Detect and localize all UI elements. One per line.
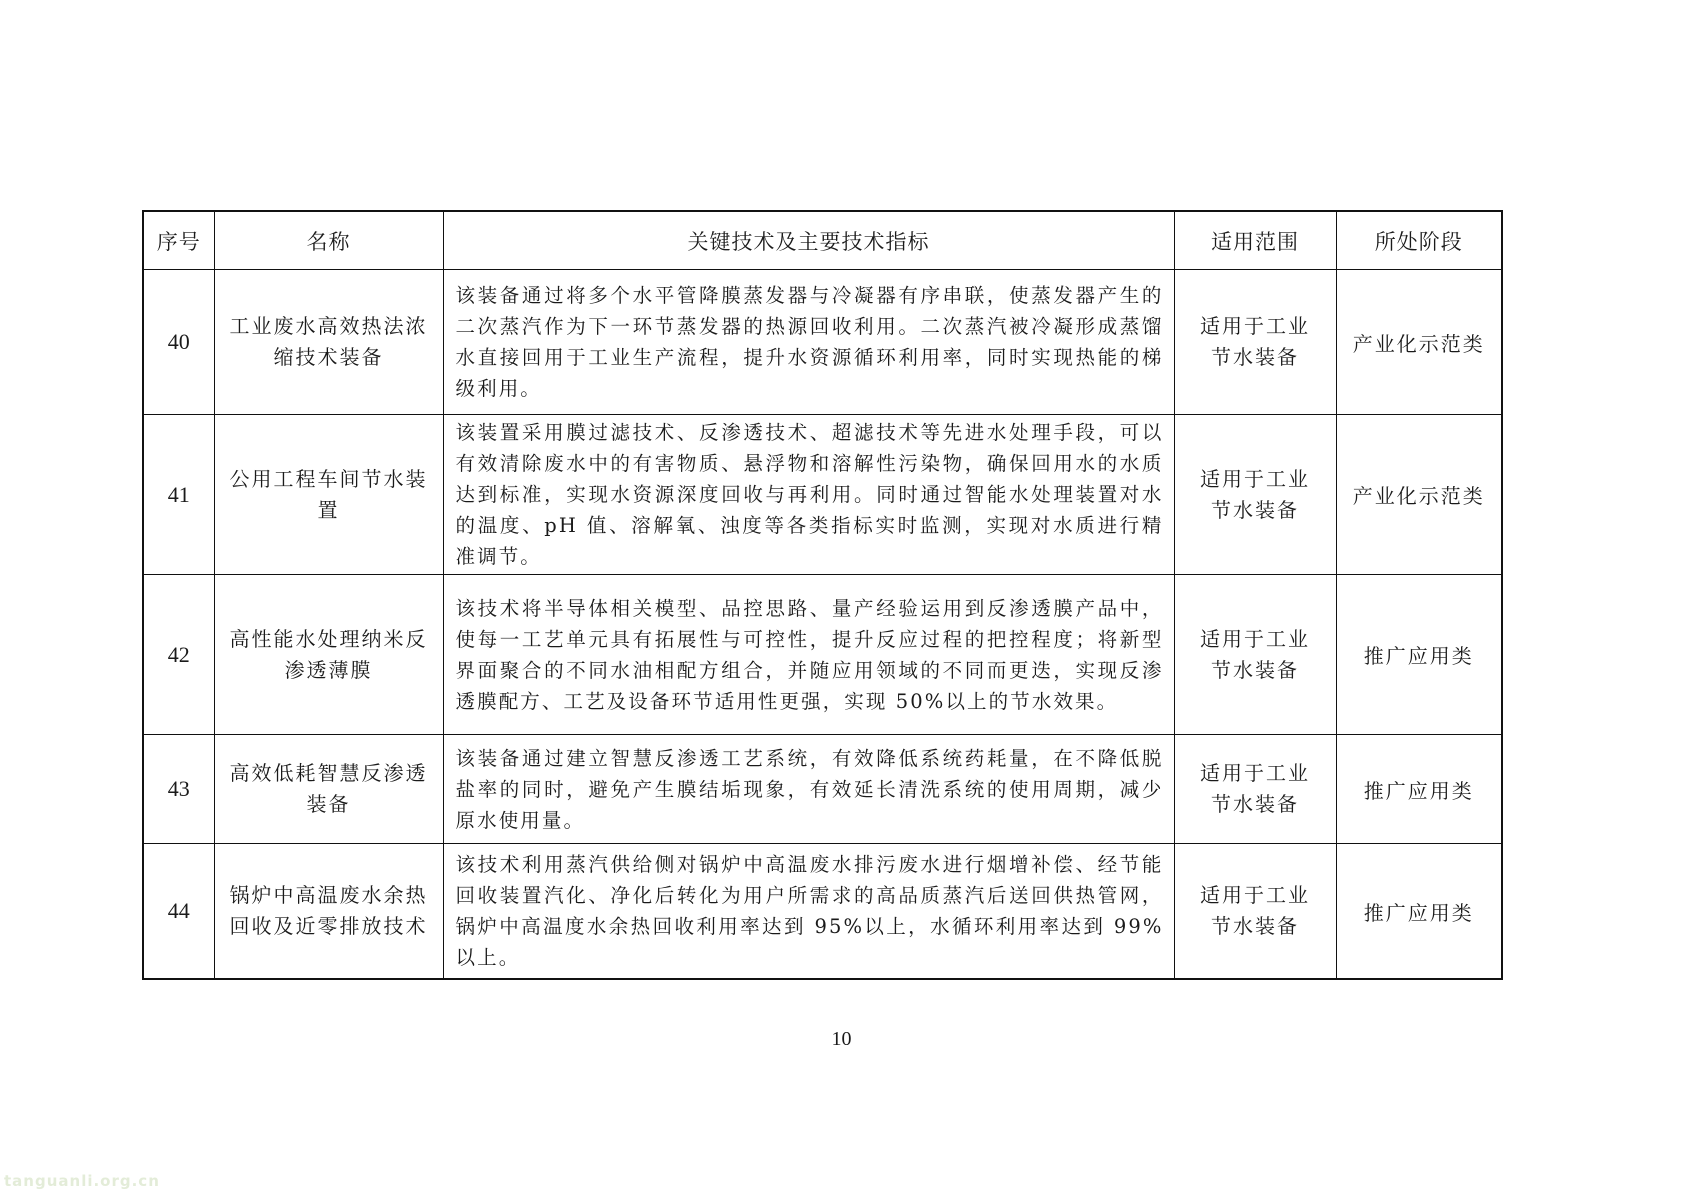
table-row xyxy=(143,575,1502,735)
row-description: 该装备通过将多个水平管降膜蒸发器与冷凝器有序串联，使蒸发器产生的二次蒸汽作为下一环节蒸发器的热源回收利用。二次蒸汽被冷凝形成蒸馏水直接回用于工业生产流程，提升水资源循环利用率，同时实现热能的梯级利用。 xyxy=(443,270,1174,415)
table-row xyxy=(143,270,1502,415)
row-description: 该技术利用蒸汽供给侧对锅炉中高温废水排污废水进行烟增补偿、经节能回收装置汽化、净化后转化为用户所需求的高品质蒸汽后送回供热管网，锅炉中高温度水余热回收利用率达到 95%以上，水循环利用率达到 99%以上。 xyxy=(443,844,1174,980)
row-name: 工业废水高效热法浓缩技术装备 xyxy=(214,270,443,415)
row-number: 42 xyxy=(143,575,214,735)
row-stage: 推广应用类 xyxy=(1336,735,1502,844)
header-stage: 所处阶段 xyxy=(1336,211,1502,270)
row-name: 高性能水处理纳米反渗透薄膜 xyxy=(214,575,443,735)
row-scope: 适用于工业节水装备 xyxy=(1174,844,1336,980)
row-number: 40 xyxy=(143,270,214,415)
header-name: 名称 xyxy=(214,211,443,270)
table-row xyxy=(143,415,1502,575)
header-row xyxy=(143,211,1502,270)
row-scope: 适用于工业节水装备 xyxy=(1174,735,1336,844)
row-stage: 产业化示范类 xyxy=(1336,415,1502,575)
page-number: 10 xyxy=(831,1028,852,1050)
row-number: 41 xyxy=(143,415,214,575)
table-row xyxy=(143,735,1502,844)
row-description: 该装备通过建立智慧反渗透工艺系统，有效降低系统药耗量，在不降低脱盐率的同时，避免产生膜结垢现象，有效延长清洗系统的使用周期，减少原水使用量。 xyxy=(443,735,1174,844)
watermark: tanguanli.org.cn xyxy=(4,1172,160,1190)
row-scope: 适用于工业节水装备 xyxy=(1174,415,1336,575)
table-header xyxy=(143,211,1502,270)
row-stage: 推广应用类 xyxy=(1336,844,1502,980)
header-no: 序号 xyxy=(143,211,214,270)
row-name: 高效低耗智慧反渗透装备 xyxy=(214,735,443,844)
row-stage: 推广应用类 xyxy=(1336,575,1502,735)
table-row xyxy=(143,844,1502,980)
row-description: 该技术将半导体相关模型、品控思路、量产经验运用到反渗透膜产品中，使每一工艺单元具有拓展性与可控性，提升反应过程的把控程度；将新型界面聚合的不同水油相配方组合，并随应用领域的不同而更迭，实现反渗透膜配方、工艺及设备环节适用性更强，实现 50%以上的节水效果。 xyxy=(443,575,1174,735)
row-name: 锅炉中高温废水余热回收及近零排放技术 xyxy=(214,844,443,980)
header-scope: 适用范围 xyxy=(1174,211,1336,270)
header-desc: 关键技术及主要技术指标 xyxy=(443,211,1174,270)
row-number: 44 xyxy=(143,844,214,980)
row-description: 该装置采用膜过滤技术、反渗透技术、超滤技术等先进水处理手段，可以有效清除废水中的有害物质、悬浮物和溶解性污染物，确保回用水的水质达到标准，实现水资源深度回收与再利用。同时通过智能水处理装置对水的温度、pH 值、溶解氧、浊度等各类指标实时监测，实现对水质进行精准调节。 xyxy=(443,415,1174,575)
row-stage: 产业化示范类 xyxy=(1336,270,1502,415)
table-body xyxy=(143,270,1502,980)
row-scope: 适用于工业节水装备 xyxy=(1174,575,1336,735)
row-scope: 适用于工业节水装备 xyxy=(1174,270,1336,415)
row-number: 43 xyxy=(143,735,214,844)
row-name: 公用工程车间节水装置 xyxy=(214,415,443,575)
tech-equipment-table xyxy=(142,210,1503,980)
